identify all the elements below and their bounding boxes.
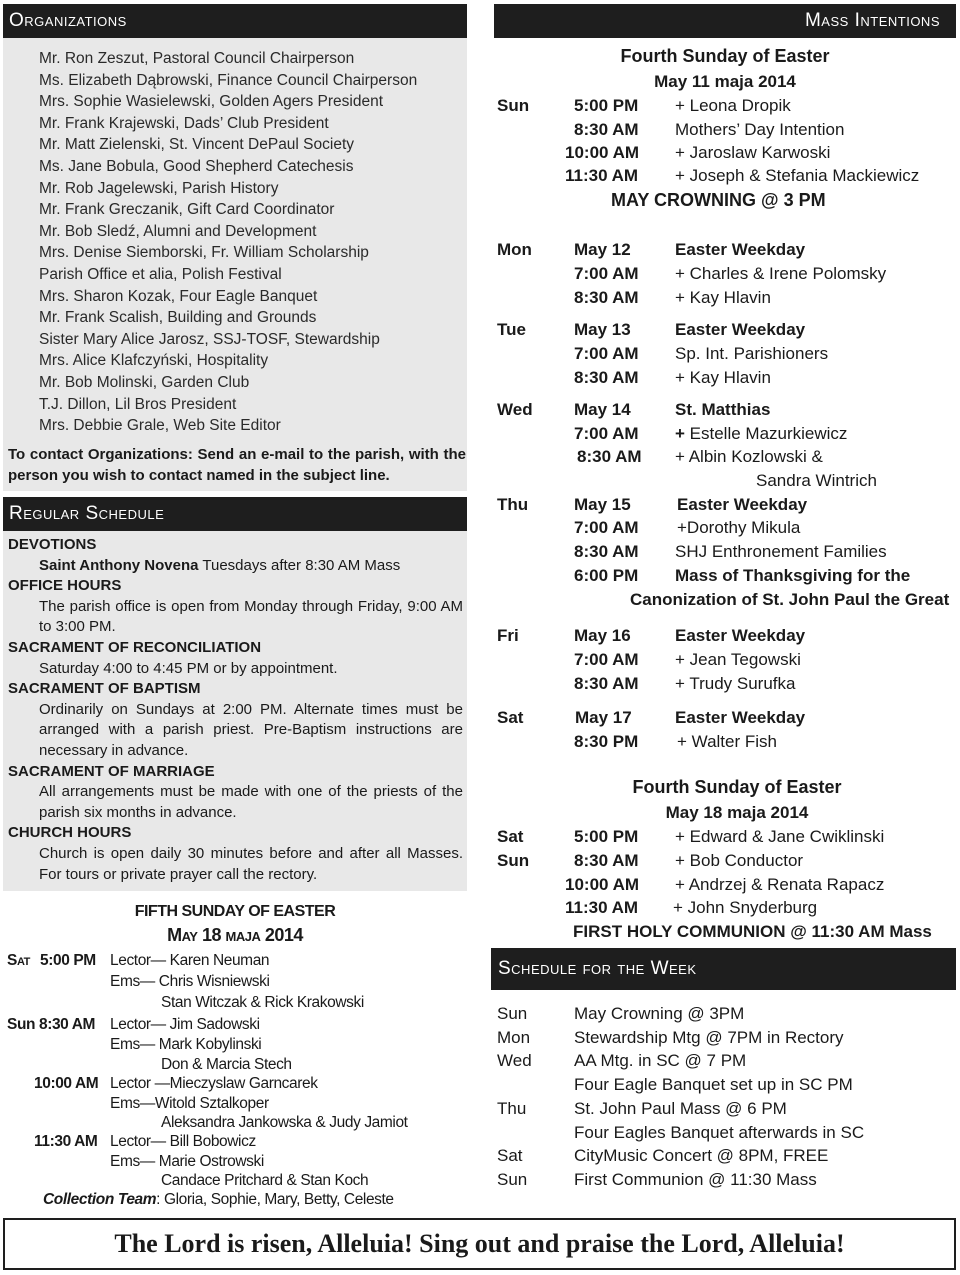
sun-830-ems: Ems— Mark Kobylinski (110, 1036, 262, 1053)
sun-1130-ems: Ems— Marie Ostrowski (110, 1153, 264, 1170)
baptism-text: Ordinarily on Sundays at 2:00 PM. Alternate times must be arranged with a parish priest. Pre-Baptism instructions are necessary in advance. (39, 700, 463, 759)
week-event: Four Eagle Banquet set up in SC PM (574, 1075, 853, 1094)
collection-team-label: Collection Team (43, 1191, 157, 1208)
mass-time: 5:00 PM (574, 96, 639, 115)
wed-title: St. Matthias (675, 400, 771, 419)
organizations-list (39, 48, 417, 437)
list-item: Ms. Elizabeth Dąbrowski, Finance Council Chairperson (39, 71, 418, 89)
mass-intention: + Joseph & Stefania Mackiewicz (675, 166, 920, 185)
mass-time: 8:30 PM (574, 732, 639, 751)
devotions-heading: DEVOTIONS (8, 536, 97, 553)
wed-date: May 14 (574, 400, 631, 419)
week-event: May Crowning @ 3PM (574, 1004, 745, 1023)
marriage-text: All arrangements must be made with one of the priests of the parish six months in advance. (39, 783, 463, 821)
mass-time: 11:30 AM (565, 166, 639, 185)
mass-intention-continued: Sandra Wintrich (756, 471, 877, 490)
fri-title: Easter Weekday (675, 626, 806, 645)
list-item: Mrs. Denise Siemborski, Fr. William Scholarship (39, 244, 369, 262)
list-item: T.J. Dillon, Lil Bros President (39, 395, 237, 413)
sat-day: Sat (497, 708, 524, 727)
week-event: Stewardship Mtg @ 7PM in Rectory (574, 1028, 844, 1047)
sun-day: Sun (497, 96, 530, 115)
week2-title: Fourth Sunday of Easter (632, 777, 842, 797)
first-communion-notice: FIRST HOLY COMMUNION @ 11:30 AM Mass (573, 922, 932, 941)
church-hours-text: Church is open daily 30 minutes before and after all Masses. For tours or private prayer call the rectory. (39, 844, 463, 883)
sun-1130-lector: Lector— Bill Bobowicz (110, 1133, 256, 1150)
mass-time: 8:30 AM (577, 447, 642, 466)
list-item: Mrs. Alice Klafczyński, Hospitality (39, 352, 269, 370)
sun-830-label: Sun 8:30 AM (7, 1016, 96, 1033)
week-event: St. John Paul Mass @ 6 PM (574, 1099, 787, 1118)
sat-ems: Ems— Chris Wisniewski (110, 973, 270, 990)
week2-sun-day: Sun (497, 851, 530, 870)
mass-time: 5:00 PM (574, 827, 639, 846)
wed-day: Wed (497, 400, 533, 419)
tue-title: Easter Weekday (675, 320, 806, 339)
sun-830-ems-2: Don & Marcia Stech (161, 1056, 292, 1073)
marriage-heading: SACRAMENT OF MARRIAGE (8, 762, 215, 780)
organizations-panel (3, 4, 467, 491)
church-hours-heading: CHURCH HOURS (8, 824, 132, 842)
list-item: Parish Office et alia, Polish Festival (39, 265, 282, 283)
list-item: Mrs. Sophie Wasielewski, Golden Agers President (39, 93, 384, 111)
mass-intention: Mass of Thanksgiving for the (675, 566, 911, 585)
mass-intention-continued: Canonization of St. John Paul the Great (630, 590, 950, 609)
sun-1130-label: 11:30 AM (34, 1133, 98, 1150)
organizations-header: Organizations (3, 4, 467, 38)
collection-team (43, 1191, 394, 1209)
mass-time: 11:30 AM (565, 898, 639, 917)
week-day: Mon (497, 1028, 531, 1047)
week-schedule-header: Schedule for the Week (491, 948, 956, 990)
sat-date: May 17 (575, 708, 632, 727)
mass-time: 8:30 AM (574, 674, 639, 693)
week-event: Four Eagles Banquet afterwards in SC (574, 1123, 865, 1142)
sun-1130-ems-2: Candace Pritchard & Stan Koch (161, 1172, 369, 1189)
mass-time: 8:30 AM (574, 288, 639, 307)
sat-time: 5:00 PM (40, 952, 96, 969)
novena-time: Tuesdays after 8:30 AM Mass (198, 556, 401, 574)
mass-time: 8:30 AM (574, 542, 639, 561)
sun-830-lector: Lector— Jim Sadowski (110, 1016, 260, 1033)
reconciliation-text: Saturday 4:00 to 4:45 PM or by appointment. (39, 659, 338, 677)
tue-date: May 13 (574, 320, 631, 339)
sat-title: Easter Weekday (675, 708, 806, 727)
fri-date: May 16 (574, 626, 631, 645)
collection-team-names: : Gloria, Sophie, Mary, Betty, Celeste (156, 1191, 394, 1208)
list-item: Mrs. Debbie Grale, Web Site Editor (39, 417, 281, 435)
regular-schedule-body (8, 535, 463, 885)
week2-date: May 18 maja 2014 (665, 803, 809, 822)
mass-intention: + Charles & Irene Polomsky (675, 264, 887, 283)
mass-intention: + John Snyderburg (673, 898, 818, 917)
mass-time: 8:30 AM (574, 120, 639, 139)
list-item: Mr. Bob Molinski, Garden Club (39, 373, 250, 391)
devotions-text (8, 556, 463, 577)
mass-intention: + Jean Tegowski (675, 650, 801, 669)
week1-title: Fourth Sunday of Easter (620, 46, 830, 66)
office-hours-text: The parish office is open from Monday through Friday, 9:00 AM to 3:00 PM. (39, 597, 463, 636)
banner-text: The Lord is risen, Alleluia! Sing out and praise the Lord, Alleluia! (114, 1229, 845, 1258)
list-item: Mr. Rob Jagelewski, Parish History (39, 179, 279, 197)
list-item: Ms. Jane Bobula, Good Shepherd Catechesis (39, 157, 354, 175)
mass-time: 6:00 PM (574, 566, 639, 585)
regular-schedule-header: Regular Schedule (3, 497, 467, 531)
week-event: CityMusic Concert @ 8PM, FREE (574, 1146, 829, 1165)
mass-time: 8:30 AM (574, 368, 639, 387)
mon-title: Easter Weekday (675, 240, 806, 259)
mass-intention: Mothers’ Day Intention (675, 120, 845, 139)
sun-1000-lector: Lector —Mieczyslaw Garncarek (110, 1075, 318, 1092)
tue-day: Tue (497, 320, 526, 339)
mass-intentions-header: Mass Intentions (494, 4, 956, 38)
thu-title: Easter Weekday (677, 495, 808, 514)
mass-time: 8:30 AM (574, 851, 639, 870)
mass-intention: + Walter Fish (677, 732, 777, 751)
baptism-heading: SACRAMENT OF BAPTISM (8, 680, 201, 698)
mass-intention: + Albin Kozlowski & (675, 447, 823, 466)
organizations-contact-note: To contact Organizations: Send an e-mail to the parish, with the person you wish to contact named in the subject line. (8, 446, 466, 484)
office-hours-heading: OFFICE HOURS (8, 577, 122, 595)
fri-day: Fri (497, 626, 519, 645)
mass-intention: + Jaroslaw Karwoski (675, 143, 831, 162)
week-event: AA Mtg. in SC @ 7 PM (574, 1051, 747, 1070)
list-item: Mr. Frank Greczanik, Gift Card Coordinator (39, 201, 335, 219)
mass-intention: + Edward & Jane Cwiklinski (675, 827, 885, 846)
fifth-sunday-date: May 18 maja 2014 (167, 925, 303, 945)
week-day: Sun (497, 1004, 528, 1023)
mass-intention: + Andrzej & Renata Rapacz (675, 875, 885, 894)
fifth-sunday-section (3, 895, 467, 1213)
week-day: Wed (497, 1051, 532, 1070)
may-crowning-notice: MAY CROWNING @ 3 PM (611, 190, 826, 210)
list-item: Mr. Frank Krajewski, Dads’ Club President (39, 114, 329, 132)
mass-intention: + Leona Dropik (675, 96, 791, 115)
intention-name: Estelle Mazurkiewicz (684, 424, 848, 443)
mass-intention: +Dorothy Mikula (677, 518, 801, 537)
sun-1000-label: 10:00 AM (34, 1075, 99, 1092)
week-day: Sun (497, 1170, 528, 1189)
mass-time: 10:00 AM (565, 875, 640, 894)
mass-intention: + Kay Hlavin (675, 288, 771, 307)
mass-intention: SHJ Enthronement Families (675, 542, 887, 561)
sun-1000-ems: Ems—Witold Sztalkoper (110, 1095, 269, 1112)
reconciliation-heading: SACRAMENT OF RECONCILIATION (8, 638, 262, 656)
week-day: Thu (497, 1099, 527, 1118)
fifth-sunday-title: FIFTH SUNDAY OF EASTER (134, 903, 336, 920)
thu-day: Thu (497, 495, 529, 514)
sat-day: Sat (7, 952, 30, 969)
mass-time: 7:00 AM (574, 424, 639, 443)
list-item: Mr. Matt Zielenski, St. Vincent DePaul Society (39, 136, 355, 154)
list-item: Mr. Frank Scalish, Building and Grounds (39, 309, 317, 327)
mass-intention: Sp. Int. Parishioners (675, 344, 829, 363)
regular-schedule-panel (3, 497, 467, 891)
sun-1000-ems-2: Aleksandra Jankowska & Judy Jamiot (161, 1114, 408, 1131)
thu-date: May 15 (574, 495, 631, 514)
list-item: Mr. Ron Zeszut, Pastoral Council Chairperson (39, 50, 355, 67)
mass-intention: + Trudy Surufka (675, 674, 796, 693)
sat-ems-2: Stan Witczak & Rick Krakowski (161, 994, 364, 1011)
week-event: First Communion @ 11:30 Mass (574, 1170, 817, 1189)
sat-lector: Lector— Karen Neuman (110, 952, 270, 969)
closing-banner (3, 1218, 956, 1270)
list-item: Sister Mary Alice Jarosz, SSJ-TOSF, Stewardship (39, 330, 380, 348)
plus-mark: + (675, 424, 685, 443)
list-item: Mr. Bob Sledź, Alumni and Development (39, 222, 317, 240)
week1-date: May 11 maja 2014 (654, 72, 796, 91)
mass-time: 7:00 AM (574, 650, 639, 669)
mass-time: 7:00 AM (574, 264, 639, 283)
mass-time: 7:00 AM (574, 518, 639, 537)
mon-day: Mon (497, 240, 532, 259)
mass-intention: + Kay Hlavin (675, 368, 771, 387)
novena-name: Saint Anthony Novena (39, 556, 199, 574)
mass-intention: + Bob Conductor (675, 851, 804, 870)
mass-time: 7:00 AM (574, 344, 639, 363)
list-item: Mrs. Sharon Kozak, Four Eagle Banquet (39, 287, 318, 305)
week-day: Sat (497, 1146, 523, 1165)
mon-date: May 12 (574, 240, 631, 259)
week2-sat-day: Sat (497, 827, 524, 846)
mass-intention (675, 424, 847, 444)
mass-time: 10:00 AM (565, 143, 640, 162)
